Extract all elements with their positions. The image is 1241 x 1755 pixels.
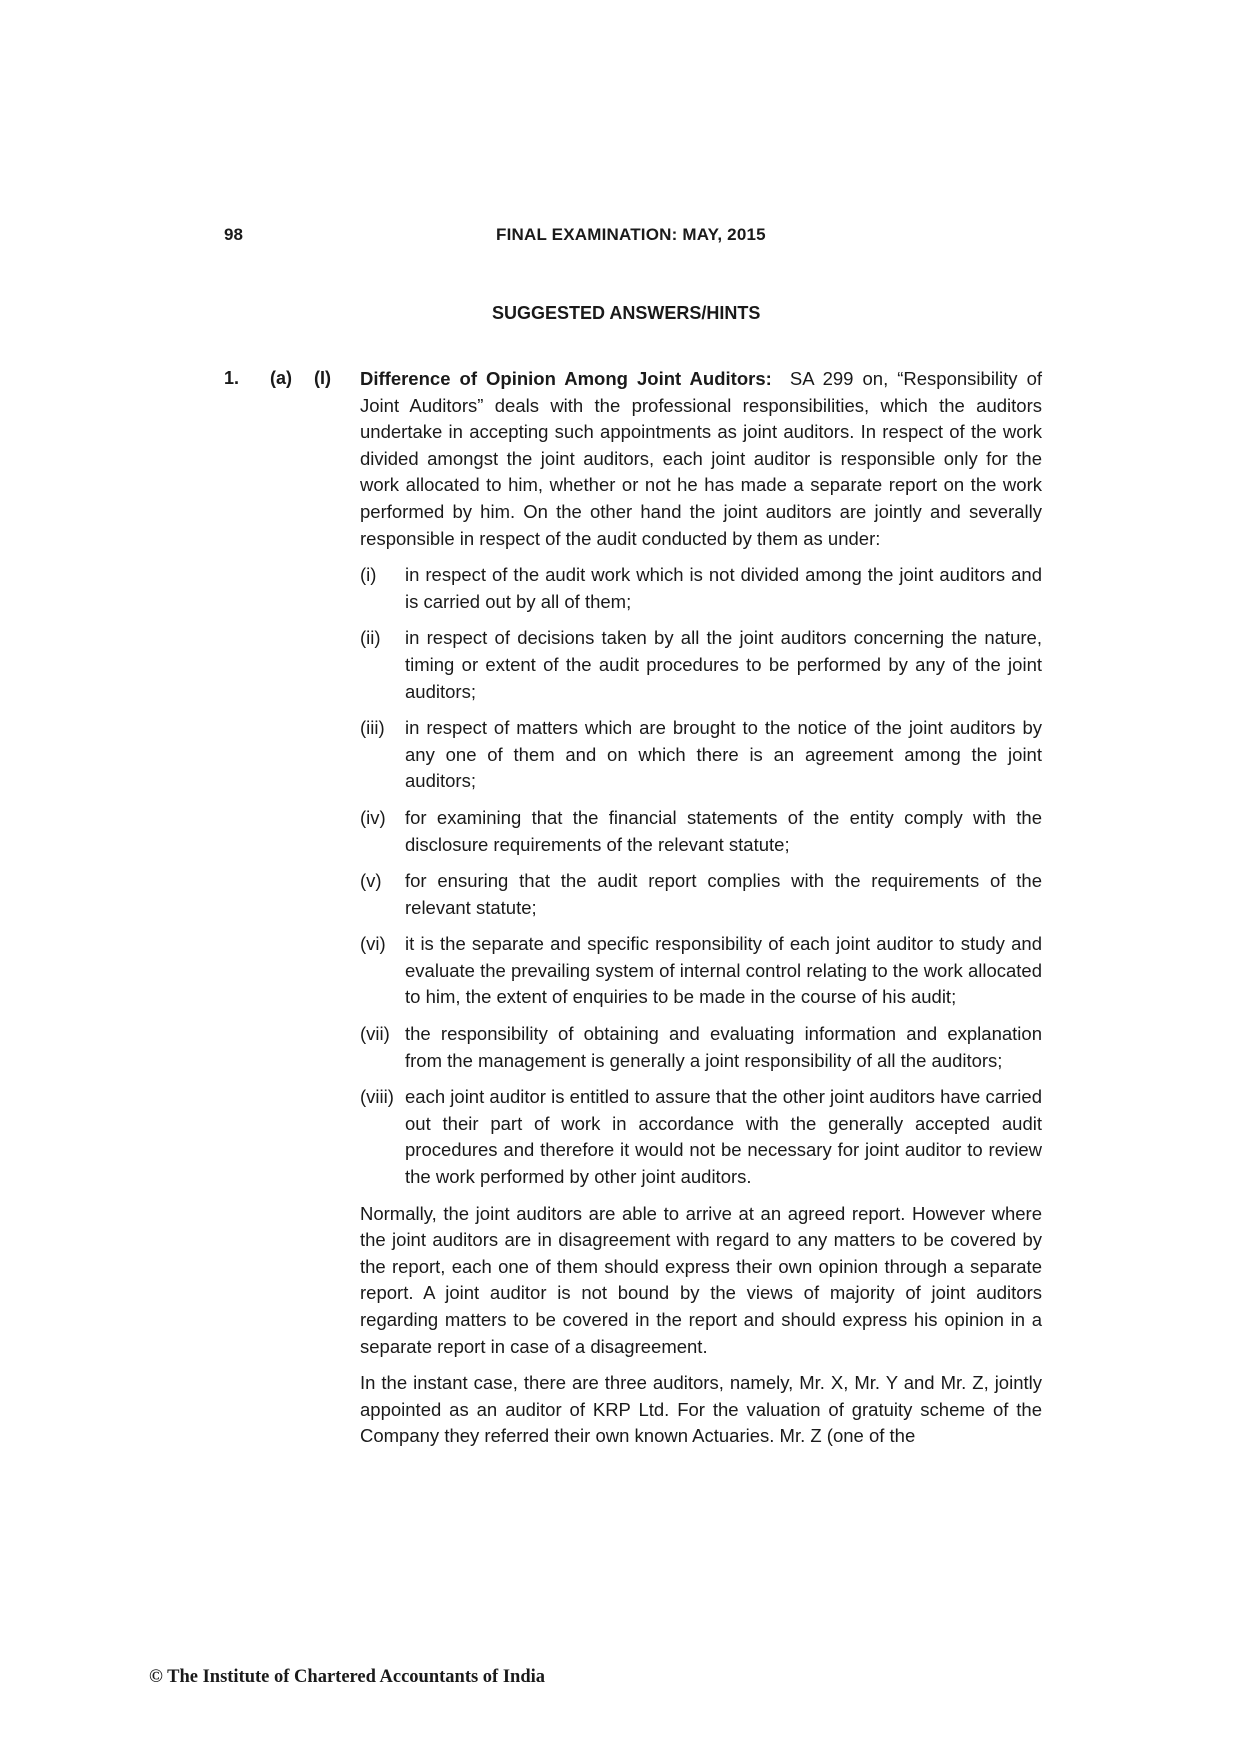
- list-item: [360, 1084, 1042, 1190]
- section-title: SUGGESTED ANSWERS/HINTS: [492, 303, 761, 323]
- answer-body: [360, 366, 1042, 1450]
- intro-text: SA 299 on, “Responsibility of Joint Auditors” deals with the professional responsibilities, which the auditors undertake in accepting such appointments as joint auditors. In respect of the work divided amongst the joint auditors, each joint auditor is responsible only for the work allocated to him, whether or not he has made a separate report on the work performed by him. On the other hand the joint auditors are jointly and severally responsible in respect of the audit conducted by them as under:: [360, 368, 1043, 549]
- copyright-footer: © The Institute of Chartered Accountants of India: [149, 1667, 546, 1687]
- list-marker: (vii): [360, 1023, 390, 1045]
- list-item-text: for examining that the financial statements of the entity comply with the disclosure requirements of the relevant statute;: [405, 806, 1042, 855]
- list-item-text: in respect of decisions taken by all the joint auditors concerning the nature, timing or extent of the audit procedures to be performed by any of the joint auditors;: [405, 627, 1042, 702]
- list-marker: (v): [360, 870, 382, 892]
- list-marker: (iii): [360, 717, 385, 739]
- list-item: [360, 931, 1042, 1011]
- list-item: [360, 805, 1042, 858]
- list-item-text: each joint auditor is entitled to assure that the other joint auditors have carried out their part of work in accordance with the generally accepted audit procedures and therefore it would not be necessary for joint auditor to review the work performed by other joint auditors.: [405, 1086, 1042, 1188]
- list-item: [360, 625, 1042, 705]
- list-item: [360, 562, 1042, 615]
- list-item: [360, 715, 1042, 795]
- list-item: [360, 868, 1042, 921]
- list-marker: (viii): [360, 1086, 394, 1108]
- instant-case-paragraph: In the instant case, there are three auditors, namely, Mr. X, Mr. Y and Mr. Z, jointly appointed as an auditor of KRP Ltd. For the valuation of gratuity scheme of the Company they referred their own known Actuaries. Mr. Z (one of the: [360, 1372, 1042, 1447]
- question-part: (a): [270, 368, 292, 388]
- list-marker: (ii): [360, 627, 381, 649]
- list-item-text: for ensuring that the audit report complies with the requirements of the relevant statute;: [405, 870, 1042, 918]
- question-number: 1.: [224, 368, 240, 388]
- lead-heading: Difference of Opinion Among Joint Auditors:: [360, 368, 772, 389]
- list-item-text: in respect of the audit work which is not divided among the joint auditors and is carried out by all of them;: [405, 564, 1042, 612]
- list-item: [360, 1021, 1042, 1074]
- list-item-text: it is the separate and specific responsibility of each joint auditor to study and evaluate the prevailing system of internal control relating to the work allocated to him, the extent of enquiries to be made in the course of his audit;: [405, 933, 1042, 1008]
- list-item-text: the responsibility of obtaining and evaluating information and explanation from the management is generally a joint responsibility of all the auditors;: [405, 1023, 1042, 1071]
- disagreement-paragraph: Normally, the joint auditors are able to arrive at an agreed report. However where the joint auditors are in disagreement with regard to any matters to be covered by the report, each one of them should express their own opinion through a separate report. A joint auditor is not bound by the views of majority of joint auditors regarding matters to be covered in the report and should express his opinion in a separate report in case of a disagreement.: [360, 1202, 1042, 1357]
- list-item-text: in respect of matters which are brought to the notice of the joint auditors by any one of them and on which there is an agreement among the joint auditors;: [405, 717, 1042, 792]
- page-number: 98: [224, 225, 243, 244]
- question-subpart: (I): [314, 368, 331, 388]
- list-marker: (iv): [360, 806, 386, 828]
- responsibility-list: [360, 562, 1042, 1190]
- list-marker: (vi): [360, 933, 386, 955]
- exam-title: FINAL EXAMINATION: MAY, 2015: [496, 225, 766, 244]
- intro-paragraph: [360, 366, 1042, 552]
- list-marker: (i): [360, 564, 377, 586]
